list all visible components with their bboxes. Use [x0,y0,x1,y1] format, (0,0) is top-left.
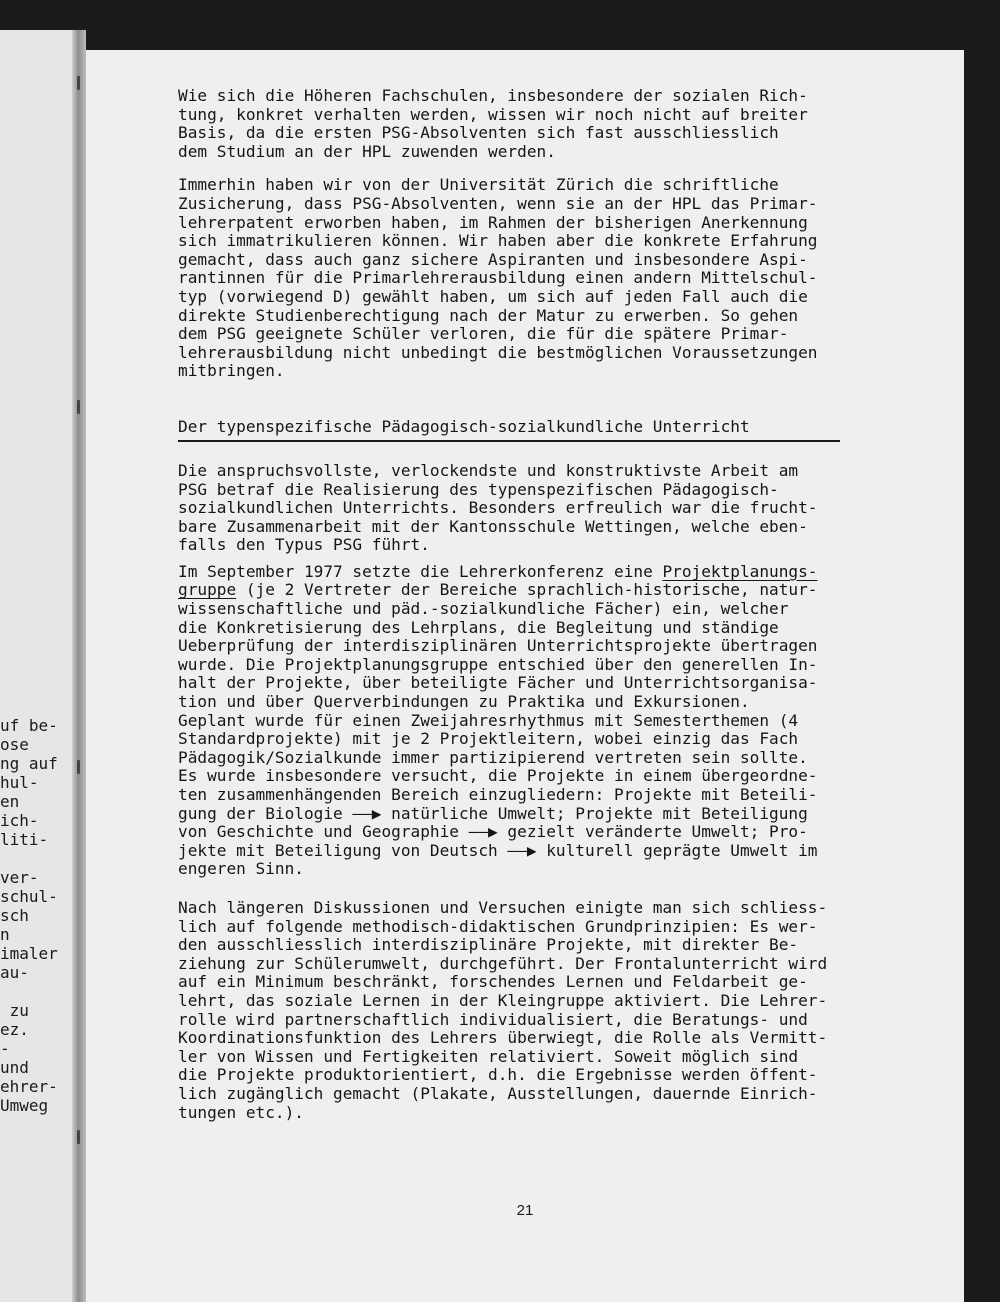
fragment-line: zu [0,1001,29,1020]
fragment-line: liti- [0,830,49,849]
fragment-line: en [0,792,20,811]
page-content [178,87,938,1122]
paragraph-line: Basis, da die ersten PSG-Absolventen sich fast ausschliesslich [178,123,779,143]
paragraph-line: ler von Wissen und Fertigkeiten relativiert. Soweit möglich sind [178,1046,799,1066]
paragraph-line: tion und über Querverbindungen zu Praktika und Exkursionen. [178,692,750,712]
paragraph-line: von Geschichte und Geographie ——▶ gezielt veränderte Umwelt; Pro- [178,822,808,842]
fragment-line: n [0,925,10,944]
paragraph-grundprinzipien [178,899,938,1122]
paragraph-line: Zusicherung, dass PSG-Absolventen, wenn sie an der HPL das Primar- [178,193,818,213]
paragraph-line: wurde. Die Projektplanungsgruppe entschied über den generellen In- [178,654,818,674]
paragraph-line: Geplant wurde für einen Zweijahresrhythmus mit Semesterthemen (4 [178,710,799,730]
paragraph-line: auf ein Minimum beschränkt, forschendes Lernen und Feldarbeit ge- [178,972,808,992]
paragraph-anspruchsvollste-arbeit [178,462,938,555]
fragment-line: au- [0,963,29,982]
paragraph-line: tung, konkret verhalten werden, wissen wir noch nicht auf breiter [178,104,808,124]
fragment-line: hul- [0,773,39,792]
fragment-line: sch [0,906,29,925]
paragraph-projektplanungsgruppe [178,563,938,879]
paragraph-line: lehrt, das soziale Lernen in der Kleingruppe aktiviert. Die Lehrer- [178,990,828,1010]
paragraph-line: halt der Projekte, über beteiligte Fächer und Unterrichtsorganisa- [178,673,818,693]
paragraph-line: ten zusammenhängenden Bereich einzugliedern: Projekte mit Beteili- [178,785,818,804]
paragraph-line: Es wurde insbesondere versucht, die Projekte in einem übergeordne- [178,766,818,786]
paragraph-universitaet-zuerich [178,176,938,381]
paragraph-line [178,581,938,600]
paragraph-line: Ueberprüfung der interdisziplinären Unterrichtsprojekte übertragen [178,636,818,656]
paragraph-line: lich auf folgende methodisch-didaktischen Grundprinzipien: Es wer- [178,916,818,936]
binding-stitch [77,400,80,414]
fragment-line: Umweg [0,1096,49,1115]
fragment-line: ver- [0,868,39,887]
paragraph-line: wissenschaftliche und päd.-sozialkundliche Fächer) ein, welcher [178,599,789,619]
paragraph-line: Standardprojekte) mit je 2 Projektleitern, wobei einzig das Fach [178,729,799,749]
paragraph-line: Nach längeren Diskussionen und Versuchen einigte man sich schliess- [178,897,828,917]
paragraph-line: Wie sich die Höheren Fachschulen, insbesondere der sozialen Rich- [178,86,808,105]
paragraph-line: bare Zusammenarbeit mit der Kantonsschule Wettingen, welche eben- [178,516,808,536]
paragraph-line: Koordinationsfunktion des Lehrers überwiegt, die Rolle als Vermitt- [178,1028,828,1048]
binding-stitch [77,1130,80,1144]
fragment-line: imaler [0,944,58,963]
paragraph-line: tungen etc.). [178,1102,304,1122]
paragraph-line: ziehung zur Schülerumwelt, durchgeführt. Der Frontalunterricht wird [178,953,828,973]
paragraph-line: gung der Biologie ——▶ natürliche Umwelt; Projekte mit Beteiligung [178,803,808,823]
underlined-term: gruppe [178,580,237,600]
heading-underline-rule [178,440,840,442]
paragraph-line: dem PSG geeignete Schüler verloren, die für die spätere Primar- [178,324,789,344]
paragraph-line: falls den Typus PSG führt. [178,535,430,555]
left-page [0,30,80,1302]
paragraph-line: sozialkundlichen Unterrichts. Besonders erfreulich war die frucht- [178,498,818,518]
fragment-line: ng auf [0,754,58,773]
paragraph-line: lehrerpatent erworben haben, im Rahmen der bisherigen Anerkennung [178,212,808,232]
binding-stitch [77,760,80,774]
book-gutter [72,30,86,1302]
paragraph-line: direkte Studienberechtigung nach der Matur zu erwerben. So gehen [178,305,799,325]
paragraph-line: rolle wird partnerschaftlich individualisiert, die Beratungs- und [178,1009,808,1029]
paragraph-line: den ausschliesslich interdisziplinäre Projekte, mit direkter Be- [178,935,799,955]
left-page-text-fragments [0,716,58,1115]
paragraph-line: dem Studium an der HPL zuwenden werden. [178,141,556,161]
fragment-line: ich- [0,811,39,830]
paragraph-line: Pädagogik/Sozialkunde immer partizipierend vertreten sein sollte. [178,747,808,767]
paragraph-line [178,563,938,582]
paragraph-line: jekte mit Beteiligung von Deutsch ——▶ kulturell geprägte Umwelt im [178,840,818,860]
line-text: (je 2 Vertreter der Bereiche sprachlich-historische, natur- [236,580,818,600]
paragraph-line: Immerhin haben wir von der Universität Zürich die schriftliche [178,175,779,195]
line-text: Im September 1977 setzte die Lehrerkonferenz eine [178,561,663,581]
paragraph-line: lich zugänglich gemacht (Plakate, Ausstellungen, dauernde Einrich- [178,1083,818,1103]
page-number: 21 [516,1202,534,1219]
fragment-line: ez. [0,1020,29,1039]
paragraph-line: Die anspruchsvollste, verlockendste und konstruktivste Arbeit am [178,460,799,480]
paragraph-line: rantinnen für die Primarlehrerausbildung einen andern Mittelschul- [178,268,818,288]
paragraph-line: PSG betraf die Realisierung des typenspezifischen Pädagogisch- [178,479,779,499]
fragment-line [0,982,58,1001]
paragraph-line: engeren Sinn. [178,859,304,879]
fragment-line: und [0,1058,29,1077]
fragment-line: ehrer- [0,1077,58,1096]
paragraph-line: gemacht, dass auch ganz sichere Aspiranten und insbesondere Aspi- [178,249,808,269]
binding-stitch [77,76,80,90]
fragment-line: - [0,1039,10,1058]
underlined-term: Projektplanungs- [662,561,818,581]
fragment-line: schul- [0,887,58,906]
paragraph-line: lehrerausbildung nicht unbedingt die bestmöglichen Voraussetzungen [178,342,818,362]
fragment-line: ose [0,735,29,754]
fragment-line [0,849,58,868]
paragraph-line: mitbringen. [178,361,285,381]
section-heading: Der typenspezifische Pädagogisch-sozialkundliche Unterricht [178,416,750,436]
paragraph-hoehere-fachschulen [178,87,938,161]
paragraph-line: die Konkretisierung des Lehrplans, die Begleitung und ständige [178,617,779,637]
fragment-line: uf be- [0,716,58,735]
right-page [86,50,964,1302]
paragraph-line: die Projekte produktorientiert, d.h. die Ergebnisse werden öffent- [178,1065,818,1085]
paragraph-line: typ (vorwiegend D) gewählt haben, um sich auf jeden Fall auch die [178,286,808,306]
paragraph-line: sich immatrikulieren können. Wir haben aber die konkrete Erfahrung [178,231,818,251]
